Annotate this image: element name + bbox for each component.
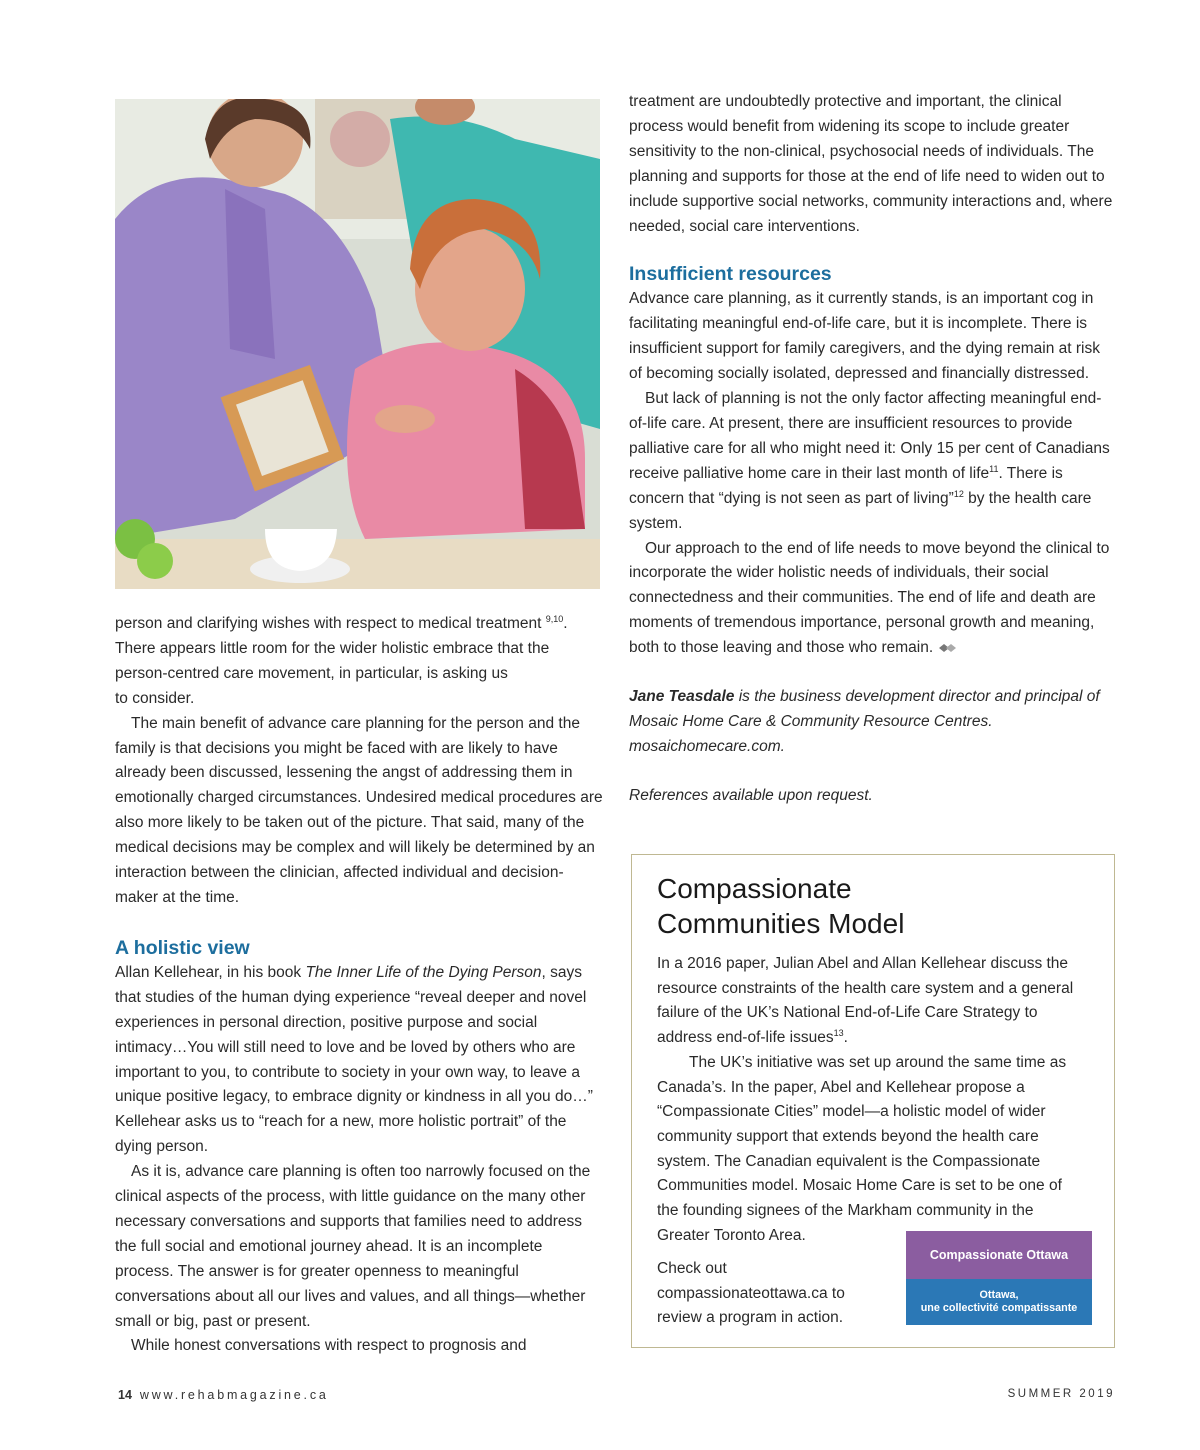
sidebar-title: Compassionate Communities Model — [657, 873, 905, 939]
book-title: The Inner Life of the Dying Person — [305, 963, 542, 981]
logo-title: Compassionate Ottawa — [906, 1231, 1092, 1279]
citation-sup: 13 — [833, 1027, 844, 1038]
footer-website[interactable]: www.rehabmagazine.ca — [139, 1388, 329, 1402]
left-paragraph-5: While honest conversations with respect to prognosis and — [131, 1337, 527, 1355]
website-link[interactable]: compassionateottawa.ca to — [657, 1284, 845, 1302]
left-paragraph-3: Allan Kellehear, in his book The Inner Life of the Dying Person, says that studies of the human dying experience “reveal deeper and novel experiences in personal direction, positive purpose and social intimacy…You will still need to love and be loved by others who are important to you, to contribute to society in your own way, to leave a unique positive legacy, to embrace dignity or kindness in all you do…” Kellehear asks us to “reach for a new, more holistic portrait” of the dying person. — [115, 963, 593, 1156]
author-name: Jane Teasdale — [629, 688, 735, 706]
right-paragraph-3: But lack of planning is not the only factor affecting meaningful end-of-life care. At present, there are insufficient resources to provide palliative care for all who might need it: Only 15 per cent of Canadians receive palliative home care in their last month of life$^{11}$. There is concern that “dying is not seen as part of living”$^{12}$ by the health care system. — [629, 390, 1110, 532]
footer-left — [118, 1388, 329, 1402]
compassionate-ottawa-logo — [906, 1231, 1092, 1325]
left-paragraph-4: As it is, advance care planning is often too narrowly focused on the clinical aspects of the process, with little guidance on the many other necessary conversations and supports that families need to address the full social and emotional journey ahead. It is an incomplete process. The answer is for greater openness to meaningful conversations about all our lives and values, and all things—whether small or big, past or present. — [115, 1163, 591, 1330]
right-column — [629, 90, 1114, 809]
logo-subtitle: Ottawa, une collectivité compatissante — [906, 1279, 1092, 1325]
references-note: References available upon request. — [629, 786, 873, 804]
sidebar-checkout: Check out compassionateottawa.ca to review a program in action. — [657, 1257, 897, 1331]
sidebar-paragraph-2: The UK’s initiative was set up around the same time as Canada’s. In the paper, Abel and Kellehear propose a “Compassionate Cities” model—a holistic model of wider community support that extends beyond the health care system. The Canadian equivalent is the Compassionate Communities model. Mosaic Home Care is set to be one of the founding signees of the Markham community in the Greater Toronto Area. — [657, 1053, 1067, 1244]
article-photo — [115, 99, 600, 589]
sidebar-body — [657, 952, 1077, 1248]
right-paragraph-1: treatment are undoubtedly protective and important, the clinical process would benefit from widening its scope to include greater sensitivity to the non-clinical, psychosocial needs of individuals. The planning and supports for those at the end of life need to widen out to include supportive social networks, community interactions and, where needed, social care interventions. — [629, 93, 1113, 235]
left-paragraph-1: person and clarifying wishes with respect to medical treatment $^{9,10}$. There appears little room for the wider holistic embrace that the person-centred care movement, in particular, is asking us to consider. — [115, 613, 568, 707]
right-paragraph-4: Our approach to the end of life needs to move beyond the clinical to incorporate the wider holistic needs of individuals, their social connectedness and their communities. The end of life and death are moments of tremendous importance, personal growth and meaning, both to those leaving and those who remain. — [629, 539, 1110, 657]
right-paragraph-2: Advance care planning, as it currently stands, is an important cog in facilitating meaningful end-of-life care, but it is incomplete. There is insufficient support for family caregivers, and the dying remain at risk of becoming socially isolated, depressed and financially distressed. — [629, 290, 1100, 383]
article-end-icon — [937, 643, 957, 653]
footer-issue: SUMMER 2019 — [1007, 1388, 1115, 1400]
citation-sup: 12 — [953, 488, 964, 499]
citation-sup: 11 — [989, 463, 999, 474]
page-number: 14 — [118, 1388, 132, 1402]
sidebar-box — [631, 854, 1115, 1348]
left-column — [115, 612, 605, 1359]
section-heading-resources: Insufficient resources — [629, 263, 832, 286]
section-heading-holistic: A holistic view — [115, 936, 250, 959]
sidebar-paragraph-1: In a 2016 paper, Julian Abel and Allan Kellehear discuss the resource constraints of the health care system and a general failure of the UK’s National End-of-Life Care Strategy to address end-of-life issues$^{13}$. — [657, 955, 1074, 1047]
left-paragraph-2: The main benefit of advance care planning for the person and the family is that decisions you might be faced with are likely to have already been discussed, lessening the angst of addressing them in emotionally charged circumstances. Undesired medical procedures are also more likely to be taken out of the picture. That said, many of the medical decisions may be complex and will likely be determined by an interaction between the clinician, affected individual and decision-maker at the time. — [115, 714, 603, 906]
photo-illustration — [115, 99, 600, 589]
citation-sup: 9,10 — [545, 613, 564, 624]
author-bio: Jane Teasdale is the business development director and principal of Mosaic Home Care & Community Resource Centres. mosaichomecare.com. — [629, 688, 1100, 755]
